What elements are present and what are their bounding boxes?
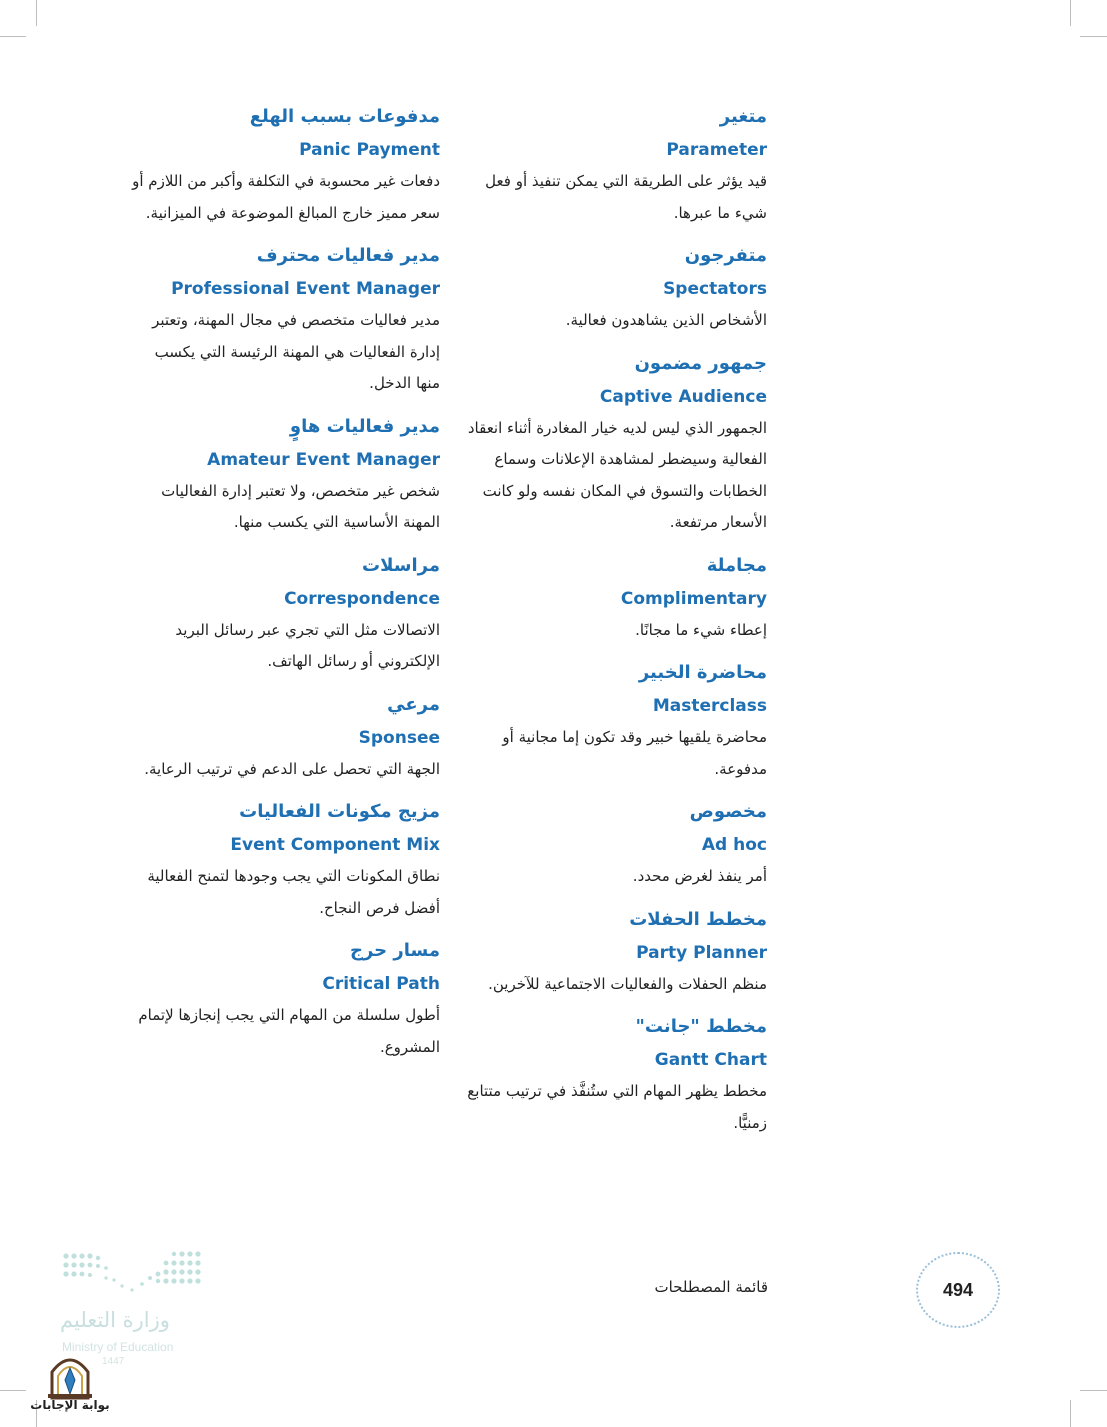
term-definition: محاضرة يلقيها خبير وقد تكون إما مجانية أو مدفوعة. <box>502 728 767 778</box>
page-number-badge <box>916 1252 1000 1328</box>
glossary-entry <box>455 549 767 647</box>
term-definition: قيد يؤثر على الطريقة التي يمكن تنفيذ أو فعل شيء ما عبرها. <box>485 172 767 222</box>
section-title: قائمة المصطلحات <box>654 1278 768 1296</box>
glossary-column-right <box>455 100 767 1149</box>
glossary-entry <box>130 934 440 1063</box>
term-arabic: مجاملة <box>706 554 767 576</box>
term-arabic: مراسلات <box>362 554 440 576</box>
term-definition: الاتصالات مثل التي تجري عبر رسائل البريد الإلكتروني أو رسائل الهاتف. <box>175 620 440 670</box>
term-arabic: مرعي <box>387 693 440 715</box>
term-definition: شخص غير متخصص، ولا تعتبر إدارة الفعاليات المهنة الأساسية التي يكسب منها. <box>161 481 440 531</box>
term-english: Ad hoc <box>701 835 767 855</box>
term-definition: الأشخاص الذين يشاهدون فعالية. <box>565 311 767 329</box>
term-english: Panic Payment <box>299 140 440 160</box>
ministry-year: 1447 <box>102 1356 125 1367</box>
term-arabic: مسار حرج <box>350 940 440 961</box>
glossary-entry <box>455 239 767 337</box>
glossary-entry <box>455 100 767 229</box>
term-arabic: مخطط "جانت" <box>635 1016 767 1037</box>
term-definition: دفعات غير محسوبة في التكلفة وأكبر من اللازم أو سعر مميز خارج المبالغ الموضوعة في الميزانية. <box>132 172 440 222</box>
ministry-name-en: Ministry of Education <box>62 1340 174 1354</box>
term-definition: الجمهور الذي ليس لديه خيار المغادرة أثناء انعقاد الفعالية وسيضطر لمشاهدة الإعلانات وسماع الخطابات والتسوق في المكان نفسه ولو كانت الأسعار مرتفعة. <box>467 418 767 531</box>
term-english: Complimentary <box>620 588 767 609</box>
crop-mark <box>1070 1400 1071 1427</box>
term-definition: مدير فعاليات متخصص في مجال المهنة، وتعتبر إدارة الفعاليات هي المهنة الرئيسة التي يكسب منها الدخل. <box>152 311 440 392</box>
term-definition: نطاق المكونات التي يجب وجودها لتمنح الفعالية أفضل فرص النجاح. <box>147 867 440 917</box>
glossary-entry <box>130 100 440 229</box>
term-arabic: مدير فعاليات محترف <box>256 245 440 266</box>
glossary-entry <box>455 1010 767 1139</box>
term-arabic: مخطط الحفلات <box>629 908 767 930</box>
term-english: Spectators <box>663 279 767 299</box>
term-english: Parameter <box>666 140 767 160</box>
crop-mark <box>36 0 37 26</box>
crop-mark <box>0 1390 26 1391</box>
term-english: Captive Audience <box>599 386 767 407</box>
term-arabic: مزيج مكونات الفعاليات <box>239 801 440 822</box>
glossary-entry <box>130 239 440 400</box>
ministry-dots-icon <box>62 1250 202 1300</box>
glossary-entry <box>455 903 767 1001</box>
portal-label: بوابة الإجابات <box>30 1398 110 1412</box>
term-english: Professional Event Manager <box>171 279 440 299</box>
crop-mark <box>1080 36 1107 37</box>
term-definition: منظم الحفلات والفعاليات الاجتماعية للآخرين. <box>488 974 767 993</box>
term-english: Critical Path <box>322 974 440 994</box>
term-definition: الجهة التي تحصل على الدعم في ترتيب الرعاية. <box>144 759 440 778</box>
glossary-entry <box>455 347 767 539</box>
crop-mark <box>1070 0 1071 26</box>
term-english: Party Planner <box>636 942 767 963</box>
term-english: Event Component Mix <box>230 835 440 855</box>
term-arabic: مدير فعاليات هاوٍ <box>289 415 440 437</box>
term-definition: أطول سلسلة من المهام التي يجب إنجازها لإتمام المشروع. <box>138 1006 440 1056</box>
term-english: Masterclass <box>652 696 767 716</box>
term-english: Amateur Event Manager <box>207 449 440 470</box>
portal-watermark <box>28 1350 112 1420</box>
ministry-name-ar: وزارة التعليم <box>60 1308 170 1332</box>
term-english: Sponsee <box>358 727 440 748</box>
glossary-entry <box>130 795 440 924</box>
term-arabic: مدفوعات بسبب الهلع <box>249 106 440 127</box>
glossary-entry <box>455 656 767 785</box>
glossary-entry <box>455 795 767 893</box>
term-definition: مخطط يظهر المهام التي ستُنفَّذ في ترتيب متتابع زمنيًّا. <box>467 1082 767 1132</box>
glossary-entry <box>130 688 440 786</box>
crop-mark <box>1080 1390 1107 1391</box>
glossary-entry <box>130 410 440 539</box>
page-number: 494 <box>942 1279 974 1300</box>
mosque-icon <box>28 1350 112 1400</box>
term-arabic: مخصوص <box>689 801 767 822</box>
term-arabic: متفرجون <box>684 245 767 266</box>
crop-mark <box>0 36 26 37</box>
term-english: Gantt Chart <box>654 1050 767 1070</box>
term-arabic: متغير <box>719 106 767 127</box>
term-definition: أمر ينفذ لغرض محدد. <box>632 867 767 885</box>
term-english: Correspondence <box>284 588 440 609</box>
term-arabic: جمهور مضمون <box>634 352 767 374</box>
glossary-column-left <box>130 100 440 1073</box>
term-definition: إعطاء شيء ما مجانًا. <box>635 620 767 639</box>
term-arabic: محاضرة الخبير <box>638 662 767 683</box>
glossary-entry <box>130 549 440 678</box>
